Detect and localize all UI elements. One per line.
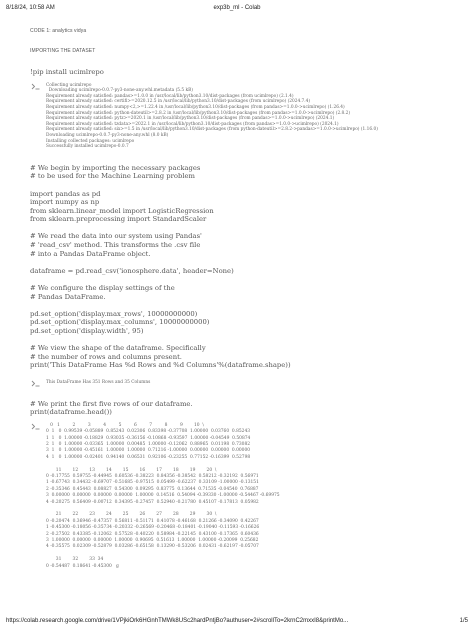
- code-line: [30, 224, 450, 233]
- output-toggle-icon[interactable]: [31, 423, 40, 430]
- table-output-line: 11 12 13 14 15 16 17 18 19 20 \: [46, 467, 217, 473]
- pip-output-line: Requirement already satisfied: pytz>=2020.1 in /usr/local/lib/python3.10/dist-packages (from pandas>=1.0.0->ucimlrepo) (2024.1): [46, 116, 335, 122]
- table-output-line: 3 0.00000 0.00000 0.00000 0.00000 1.00000 0.14516 0.54094 -0.39330 -1.00000 -0.54467 -0.69975: [46, 493, 280, 499]
- pip-output-line: Requirement already satisfied: pandas>=1.0.0 in /usr/local/lib/python3.10/dist-packages (from ucimlrepo) (2.1.4): [46, 93, 294, 99]
- print-header: [6, 5, 468, 15]
- table-output-line: 3 1.00000 0.00000 0.00000 1.00000 0.90695 0.51613 1.00000 1.00000 -0.20099 0.25682: [46, 538, 259, 544]
- table-output-line: 0 -0.17755 0.59755 -0.44945 0.60536 -0.38223 0.84356 -0.38542 0.58212 -0.32192 0.56971: [46, 474, 259, 479]
- pip-output-line: Successfully installed ucimlrepo-0.0.7: [46, 144, 129, 150]
- code-line: print(dataframe.head()): [30, 408, 112, 417]
- code-line: [30, 275, 450, 284]
- table-output-line: 4 -0.35575 0.02309 -0.52879 0.03286 -0.65158 0.13290 -0.53206 0.02431 -0.62197 -0.05707: [46, 544, 259, 550]
- table-output-line: 2 -0.35346 0.45443 0.08827 0.54300 0.09295 0.83775 0.13644 0.71535 -0.04540 0.76887: [46, 486, 259, 492]
- dataframe-head-output: [46, 423, 450, 570]
- code-line: # Pandas DataFrame.: [30, 292, 106, 301]
- table-output-area: [30, 423, 450, 570]
- code-line: [30, 181, 450, 190]
- code-line: import pandas as pd: [30, 189, 101, 198]
- table-output-line: 2 1 0 1.00000 -0.03365 1.00000 0.00485 1.00000 -0.12062 0.88965 0.01198 0.73082: [46, 441, 251, 447]
- pip-output-line: Requirement already satisfied: six>=1.5 in /usr/local/lib/python3.10/dist-packages (from python-dateutil>=2.8.2->pandas>=1.0.0->ucimlrepo) (1.16.0): [46, 127, 378, 133]
- code-line: # We read the data into our system using Pandas': [30, 232, 202, 241]
- code-line: from sklearn.linear_model import LogisticRegression: [30, 206, 214, 215]
- pip-output-area: [30, 83, 450, 150]
- table-output-line: 4 1 0 1.00000 -0.02401 0.94140 0.06531 0.92106 -0.23255 0.77152 -0.16399 0.52798: [46, 454, 251, 460]
- code-line: # We print the first five rows of our dataframe.: [30, 399, 193, 408]
- code-line: # the number of rows and columns present.: [30, 352, 182, 361]
- code-line: # 'read_csv' method. This transforms the .csv file: [30, 241, 201, 250]
- pip-output-line: Installing collected packages: ucimlrepo: [46, 138, 135, 144]
- pip-output-line: Downloading ucimlrepo-0.0.7-py3-none-any.whl (8.0 kB): [46, 132, 169, 138]
- table-output-line: 21 22 23 24 25 26 27 28 29 30 \: [46, 512, 217, 518]
- table-output-line: 0 1 2 3 4 5 6 7 8 9 10 \: [46, 422, 204, 428]
- table-output-line: 2 -0.27502 0.43385 -0.12062 0.57528 -0.40220 0.58984 -0.22145 0.43100 -0.17365 0.60436: [46, 531, 259, 537]
- code-cell-head[interactable]: [30, 400, 450, 417]
- code-line: [30, 301, 450, 310]
- pip-output-line: Requirement already satisfied: python-dateutil>=2.8.2 in /usr/local/lib/python3.10/dist-packages (from pandas>=1.0.0->ucimlrepo) (2.8.2): [46, 110, 351, 116]
- table-output-line: 1 -0.67743 0.34432 -0.69707 -0.51685 -0.97515 0.05499 -0.62237 0.33109 -1.00000 -0.13151: [46, 480, 259, 486]
- pip-output-line: Requirement already satisfied: numpy<2,>=1.22.4 in /usr/local/lib/python3.10/dist-packages (from pandas>=1.0.0->ucimlrepo) (1.26.4): [46, 104, 345, 110]
- code-line: # We view the shape of the dataframe. Specifically: [30, 344, 206, 353]
- table-output-line: 0 -0.20474 0.36946 -0.47357 0.56811 -0.51171 0.41078 -0.46168 0.21266 -0.34090 0.42267: [46, 518, 259, 524]
- table-output-line: 31 32 33 34: [46, 557, 104, 563]
- print-datetime: 8/18/24, 10:58 AM: [6, 5, 55, 11]
- print-url: https://colab.research.google.com/drive/1VPjkiOrk6HGnhTMWk8USc2hardPntjBo?authuser=2#scrollTo=2krnC2mxxI8&printMo...: [6, 618, 349, 624]
- output-toggle-icon[interactable]: [31, 83, 40, 90]
- code-line: pd.set_option('display.max_rows', 10000000000): [30, 309, 198, 318]
- code-cell-pip-install[interactable]: !pip install ucimlrepo: [30, 68, 104, 76]
- markdown-cell-code-1: CODE 1: analytics vidya: [30, 28, 87, 34]
- code-line: from sklearn.preprocessing import StandardScaler: [30, 215, 207, 224]
- pip-output-lines: [46, 83, 450, 150]
- table-output-line: 4 -0.20275 0.56409 -0.00712 0.34395 -0.27457 0.52940 -0.21780 0.45107 -0.17813 0.05982: [46, 499, 259, 505]
- code-line: # We begin by importing the necessary packages: [30, 163, 201, 172]
- print-page-number: 1/5: [459, 618, 468, 624]
- code-line: # We configure the display settings of the: [30, 284, 175, 293]
- markdown-cell-importing: IMPORTING THE DATASET: [30, 48, 96, 54]
- shape-output-text: This DataFrame Has 351 Rows and 35 Columns: [46, 379, 151, 385]
- table-output-line: 3 1 0 1.00000 -0.45161 1.00000 1.00000 0.71216 -1.00000 0.00000 0.00000 0.00000: [46, 448, 251, 454]
- shape-output-area: [30, 380, 450, 386]
- code-line: dataframe = pd.read_csv('ionosphere.data', header=None): [30, 266, 234, 275]
- code-line: pd.set_option('display.max_columns', 10000000000): [30, 318, 210, 327]
- code-cell-preprocessing[interactable]: [30, 164, 450, 370]
- pip-output-line: Requirement already satisfied: tzdata>=2022.1 in /usr/local/lib/python3.10/dist-packages (from pandas>=1.0.0->ucimlrepo) (2024.1): [46, 121, 339, 127]
- table-output-line: 0 -0.54487 0.18641 -0.45300 g: [46, 563, 119, 569]
- table-output-line: 1 1 0 1.00000 -0.18829 0.93035 -0.36156 -0.10868 -0.93597 1.00000 -0.04549 0.50874: [46, 435, 251, 441]
- code-line: import numpy as np: [30, 198, 100, 207]
- print-title: exp3b_ml - Colab: [213, 5, 261, 11]
- code-line: [30, 258, 450, 267]
- output-toggle-icon[interactable]: [31, 380, 40, 387]
- code-line: print('This DataFrame Has %d Rows and %d Columns'%(dataframe.shape)): [30, 361, 291, 370]
- table-output-line: 0 1 0 0.99539 -0.05889 0.85243 0.02306 0.83398 -0.37708 1.00000 0.03760 0.85243: [46, 429, 251, 435]
- table-output-line: 1 -0.45300 -0.18056 -0.35734 -0.20332 -0.26569 -0.20468 -0.18401 -0.19040 -0.11593 -0.16626: [46, 525, 260, 531]
- print-footer: [6, 618, 468, 628]
- code-line: # into a Pandas DataFrame object.: [30, 249, 151, 258]
- pip-output-line: Downloading ucimlrepo-0.0.7-py3-none-any.whl.metadata (5.5 kB): [46, 88, 193, 94]
- notebook-content: [30, 28, 450, 570]
- pip-output-line: Collecting ucimlrepo: [46, 82, 92, 88]
- code-line: # to be used for the Machine Learning problem: [30, 172, 195, 181]
- pip-output-line: Requirement already satisfied: certifi>=2020.12.5 in /usr/local/lib/python3.10/dist-packages (from ucimlrepo) (2024.7.4): [46, 99, 311, 105]
- code-line: pd.set_option('display.width', 95): [30, 327, 144, 335]
- code-line: [30, 336, 450, 345]
